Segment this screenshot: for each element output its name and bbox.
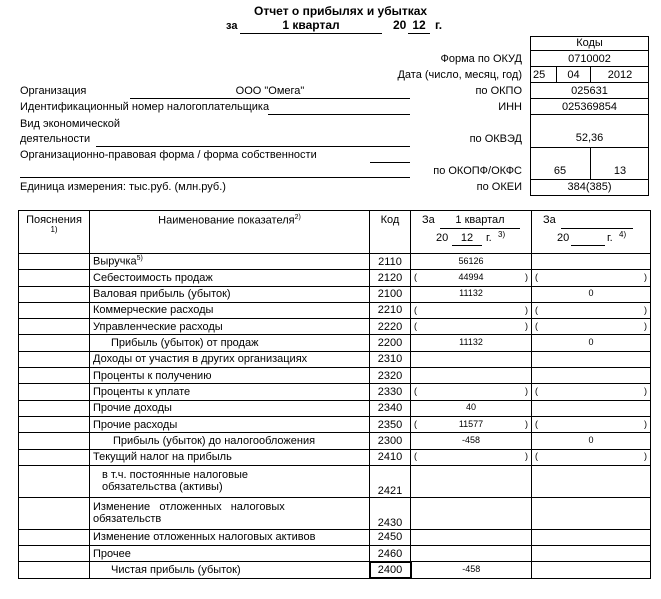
paren-close: ) — [525, 304, 528, 315]
value-cell-2 — [532, 465, 651, 497]
row-code: 2450 — [370, 529, 411, 545]
row-name — [90, 384, 370, 400]
row-name — [90, 400, 370, 416]
table-row — [19, 384, 651, 400]
value-cell-1 — [411, 449, 532, 465]
date-label: Дата (число, месяц, год) — [397, 69, 522, 81]
paren-open: ( — [414, 386, 417, 397]
paren-wrap — [535, 452, 647, 462]
explanation-cell — [19, 270, 90, 286]
value-cell-1 — [411, 465, 532, 497]
header-explanations-label: Пояснения — [26, 214, 82, 226]
row-name: Прочее — [90, 546, 370, 562]
okpo-label: по ОКПО — [475, 85, 522, 97]
row-name-label: Проценты к уплате — [93, 385, 191, 398]
header-name — [90, 211, 370, 254]
codes-header: Коды — [576, 37, 603, 49]
paren-open: ( — [535, 320, 538, 331]
row-name-label: Прочие доходы — [93, 402, 172, 415]
header-p1-20: 20 — [436, 232, 449, 244]
row-code: 2300 — [370, 433, 411, 449]
paren-close: ) — [644, 320, 647, 331]
legal-form-label: Организационно-правовая форма / форма собственности — [20, 149, 317, 161]
row-code: 2210 — [370, 302, 411, 318]
explanation-cell — [19, 368, 90, 384]
value-cell-2 — [532, 270, 651, 286]
cell-value: 11132 — [459, 337, 483, 348]
explanation-cell — [19, 465, 90, 497]
row-name — [90, 433, 370, 449]
row-code: 2200 — [370, 335, 411, 351]
period-year-prefix: 20 — [393, 18, 407, 32]
paren-open: ( — [414, 320, 417, 331]
explanation-cell — [19, 497, 90, 529]
paren-close: ) — [644, 272, 647, 282]
row-name-label: Валовая прибыль (убыток) — [93, 288, 231, 301]
paren-open: ( — [414, 304, 417, 315]
header-code: Код — [370, 211, 411, 254]
value-cell-2 — [532, 433, 651, 449]
date-year: 2012 — [607, 69, 633, 81]
header-p2-g: г. — [607, 232, 613, 244]
value-cell-2 — [532, 384, 651, 400]
row-name — [90, 351, 370, 367]
row-name — [90, 465, 370, 497]
row-code: 2220 — [370, 319, 411, 335]
okpo-code: 025631 — [571, 85, 608, 97]
paren-close: ) — [525, 320, 528, 331]
org-name: ООО "Омега" — [235, 85, 305, 97]
row-name-label: Себестоимость продаж — [93, 271, 213, 284]
cell-value: 0 — [588, 288, 594, 299]
row-name — [90, 497, 370, 529]
row-name-line-1: в т.ч. постоянные налоговые — [102, 469, 249, 482]
value-cell-2 — [532, 562, 651, 578]
table-row — [19, 302, 651, 318]
row-code: 2110 — [370, 254, 411, 270]
paren-wrap — [535, 420, 647, 430]
date-day: 25 — [533, 69, 546, 81]
row-name — [90, 302, 370, 318]
paren-close: ) — [525, 272, 528, 282]
value-cell-1 — [411, 416, 532, 432]
form-label: Форма по ОКУД — [440, 53, 522, 65]
header-p1-sup: 3) — [498, 230, 506, 239]
cell-value: 40 — [465, 402, 476, 413]
paren-open: ( — [414, 272, 417, 282]
date-month: 04 — [567, 69, 580, 81]
explanation-cell — [19, 449, 90, 465]
period-prefix: за — [226, 20, 238, 32]
table-row — [19, 254, 651, 270]
table-row — [19, 416, 651, 432]
paren-open: ( — [535, 272, 538, 282]
okved-label: по ОКВЭД — [469, 133, 522, 145]
explanation-cell — [19, 384, 90, 400]
cell-value: 11132 — [459, 288, 483, 299]
cell-value: 56126 — [458, 255, 484, 266]
table-row — [19, 562, 651, 578]
explanation-cell — [19, 335, 90, 351]
row-name-label: Прибыль (убыток) до налогообложения — [113, 434, 316, 447]
row-code: 2460 — [370, 546, 411, 562]
row-name-label: Прочие расходы — [93, 418, 178, 431]
value-cell-2 — [532, 286, 651, 302]
table-row — [19, 433, 651, 449]
row-code: 2330 — [370, 384, 411, 400]
value-cell-1 — [411, 286, 532, 302]
cell-value: 0 — [588, 337, 594, 348]
row-code: 2120 — [370, 270, 411, 286]
cell-value: -458 — [461, 434, 480, 445]
row-code: 2320 — [370, 368, 411, 384]
header-name-label: Наименование показателя — [158, 214, 295, 227]
paren-wrap — [414, 273, 528, 283]
paren-close: ) — [644, 386, 647, 397]
row-name-label: Управленческие расходы — [93, 320, 223, 333]
value-cell-1 — [411, 319, 532, 335]
value-cell-1 — [411, 351, 532, 367]
value-cell-2 — [532, 497, 651, 529]
unit-label: Единица измерения: тыс.руб. (млн.руб.) — [20, 181, 226, 193]
table-row — [19, 497, 651, 529]
table-row — [19, 449, 651, 465]
okopf-label: по ОКОПФ/ОКФС — [433, 165, 522, 177]
org-label: Организация — [20, 85, 87, 97]
value-cell-2 — [532, 449, 651, 465]
row-name — [90, 319, 370, 335]
explanation-cell — [19, 529, 90, 545]
value-cell-2 — [532, 302, 651, 318]
explanation-cell — [19, 400, 90, 416]
value-cell-1 — [411, 400, 532, 416]
activity-label-2: деятельности — [20, 133, 91, 145]
explanation-cell — [19, 254, 90, 270]
table-row — [19, 546, 651, 562]
row-name — [90, 368, 370, 384]
cell-value: 0 — [588, 434, 594, 445]
table-row — [19, 368, 651, 384]
row-name-line-2: обязательства (активы) — [102, 481, 223, 494]
value-cell-1 — [411, 335, 532, 351]
row-name: Изменение отложенных налоговых активов — [90, 529, 370, 545]
row-name — [90, 449, 370, 465]
header-p2-za: За — [543, 214, 556, 226]
table-row — [19, 400, 651, 416]
row-name — [90, 254, 370, 270]
value-cell-2 — [532, 368, 651, 384]
paren-close: ) — [644, 304, 647, 315]
header-p1-quarter: 1 квартал — [455, 214, 505, 226]
paren-wrap — [414, 420, 528, 430]
okei-code: 384(385) — [567, 181, 612, 193]
value-cell-1 — [411, 368, 532, 384]
table-row — [19, 319, 651, 335]
cell-value: 11577 — [458, 418, 484, 429]
table-row — [19, 465, 651, 497]
value-cell-1 — [411, 270, 532, 286]
paren-open: ( — [535, 451, 538, 462]
value-cell-1 — [411, 546, 532, 562]
row-code: 2421 — [370, 465, 411, 497]
value-cell-2 — [532, 529, 651, 545]
okopf-code: 65 — [553, 165, 567, 177]
cell-value: -458 — [462, 564, 481, 575]
period-quarter: 1 квартал — [282, 18, 340, 32]
row-code: 2100 — [370, 286, 411, 302]
explanation-cell — [19, 351, 90, 367]
header-explanations — [19, 211, 90, 254]
row-code: 2410 — [370, 449, 411, 465]
paren-wrap — [414, 387, 528, 397]
explanation-cell — [19, 302, 90, 318]
table-row — [19, 351, 651, 367]
explanation-cell — [19, 562, 90, 578]
paren-close: ) — [644, 418, 647, 429]
value-cell-1 — [411, 433, 532, 449]
paren-wrap — [535, 387, 647, 397]
inn-code-label: ИНН — [498, 101, 522, 113]
paren-close: ) — [524, 418, 528, 429]
paren-close: ) — [644, 451, 647, 462]
form-code: 0710002 — [568, 53, 611, 65]
activity-label-1: Вид экономической — [20, 118, 121, 130]
row-name-label: Доходы от участия в других организациях — [93, 353, 308, 366]
header-explanations-sup: 1) — [50, 225, 58, 235]
table-row — [19, 335, 651, 351]
paren-open: ( — [414, 418, 417, 429]
paren-open: ( — [535, 418, 538, 429]
paren-wrap — [414, 452, 528, 462]
explanation-cell — [19, 416, 90, 432]
paren-close: ) — [525, 451, 528, 462]
table-row — [19, 529, 651, 545]
row-name-label: Коммерческие расходы — [93, 304, 214, 317]
row-name — [90, 416, 370, 432]
header-p1-year: 12 — [460, 232, 474, 244]
value-cell-2 — [532, 546, 651, 562]
explanation-cell — [19, 433, 90, 449]
paren-open: ( — [535, 386, 538, 397]
header-p2-sup: 4) — [619, 230, 627, 239]
inn-label: Идентификационный номер налогоплательщика — [20, 101, 270, 113]
paren-open: ( — [535, 304, 538, 315]
row-name-line-1: Изменение отложенных налоговых — [93, 501, 285, 514]
value-cell-1 — [411, 529, 532, 545]
table-row — [19, 270, 651, 286]
value-cell-2 — [532, 351, 651, 367]
row-code: 2340 — [370, 400, 411, 416]
paren-wrap — [535, 273, 647, 283]
row-code: 2350 — [370, 416, 411, 432]
row-name — [90, 286, 370, 302]
value-cell-1 — [411, 384, 532, 400]
period-year: 12 — [412, 18, 426, 32]
row-name-label: Проценты к получению — [93, 369, 212, 382]
okei-label: по ОКЕИ — [476, 181, 522, 193]
header-p2-20: 20 — [557, 232, 570, 244]
okved-code: 52,36 — [575, 132, 604, 144]
header-period-1 — [411, 211, 532, 254]
okfs-code: 13 — [613, 165, 627, 177]
row-name: Чистая прибыль (убыток) — [90, 562, 370, 578]
header-p1-za: За — [422, 214, 435, 226]
cell-value: 44994 — [458, 272, 484, 282]
value-cell-1 — [411, 254, 532, 270]
value-cell-1 — [411, 497, 532, 529]
value-cell-2 — [532, 335, 651, 351]
paren-wrap — [535, 306, 647, 316]
period-suffix: г. — [435, 18, 443, 32]
header-name-sup: 2) — [294, 214, 301, 221]
row-code: 2400 — [370, 562, 411, 578]
row-name-line-2: обязательств — [93, 513, 162, 526]
row-name — [90, 270, 370, 286]
explanation-cell — [19, 319, 90, 335]
row-code: 2310 — [370, 351, 411, 367]
paren-open: ( — [414, 451, 417, 462]
value-cell-2 — [532, 416, 651, 432]
row-code: 2430 — [370, 497, 411, 529]
row-name-label: Прибыль (убыток) от продаж — [111, 337, 259, 350]
table-header-row — [19, 211, 651, 254]
paren-wrap — [535, 322, 647, 332]
explanation-cell — [19, 546, 90, 562]
value-cell-2 — [532, 400, 651, 416]
report-table — [18, 210, 651, 579]
row-name-label: Текущий налог на прибыль — [93, 451, 232, 464]
row-name-label: Выручка — [93, 255, 137, 268]
value-cell-2 — [532, 254, 651, 270]
value-cell-1 — [411, 562, 532, 578]
paren-wrap — [414, 306, 528, 316]
report-title: Отчет о прибылях и убытках — [254, 4, 428, 18]
paren-close: ) — [525, 386, 528, 397]
paren-wrap — [414, 322, 528, 332]
row-name-sup: 5) — [136, 255, 143, 263]
row-name — [90, 335, 370, 351]
explanation-cell — [19, 286, 90, 302]
header-period-2 — [532, 211, 651, 254]
inn-code: 025369854 — [561, 101, 618, 113]
header-p1-g: г. — [486, 232, 492, 244]
value-cell-2 — [532, 319, 651, 335]
table-row — [19, 286, 651, 302]
value-cell-1 — [411, 302, 532, 318]
